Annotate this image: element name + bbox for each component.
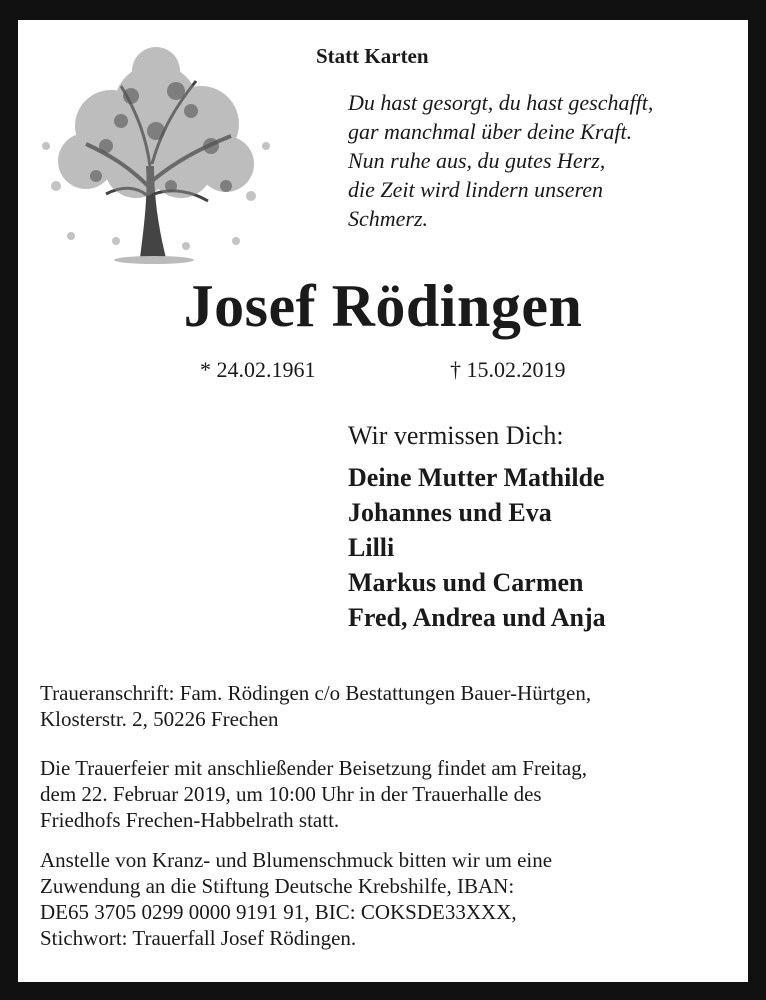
poem-line: Schmerz. xyxy=(348,206,429,231)
mourner-name: Lilli xyxy=(348,533,395,562)
donation-info xyxy=(40,847,740,951)
mourners-list xyxy=(348,460,606,635)
poem-line: Du hast gesorgt, du hast geschafft, xyxy=(348,90,654,115)
address-line: Klosterstr. 2, 50226 Frechen xyxy=(40,707,279,731)
donation-line: Stichwort: Trauerfall Josef Rödingen. xyxy=(40,926,357,950)
mourner-name: Johannes und Eva xyxy=(348,498,552,527)
mourners-heading: Wir vermissen Dich: xyxy=(348,421,564,450)
poem xyxy=(348,88,653,233)
birth-date: * 24.02.1961 xyxy=(200,357,316,382)
ceremony-line: Die Trauerfeier mit anschließender Beisetzung findet am Freitag, xyxy=(40,756,587,780)
mourner-name: Fred, Andrea und Anja xyxy=(348,603,606,632)
donation-line: Zuwendung an die Stiftung Deutsche Krebshilfe, IBAN: xyxy=(40,874,515,898)
deceased-name: Josef Rödingen xyxy=(183,273,583,339)
ceremony-info xyxy=(40,755,740,833)
mourner-name: Deine Mutter Mathilde xyxy=(348,463,605,492)
address-line: Traueranschrift: Fam. Rödingen c/o Bestattungen Bauer-Hürtgen, xyxy=(40,681,592,705)
donation-line: Anstelle von Kranz- und Blumenschmuck bitten wir um eine xyxy=(40,848,553,872)
ceremony-line: dem 22. Februar 2019, um 10:00 Uhr in der Trauerhalle des xyxy=(40,782,542,806)
poem-line: gar manchmal über deine Kraft. xyxy=(348,119,633,144)
poem-line: die Zeit wird lindern unseren xyxy=(348,177,604,202)
mourner-name: Markus und Carmen xyxy=(348,568,584,597)
tree-icon xyxy=(36,36,276,266)
ceremony-line: Friedhofs Frechen-Habbelrath statt. xyxy=(40,808,340,832)
header-label: Statt Karten xyxy=(316,44,429,68)
mourning-address xyxy=(40,680,740,732)
poem-line: Nun ruhe aus, du gutes Herz, xyxy=(348,148,606,173)
donation-line: DE65 3705 0299 0000 9191 91, BIC: COKSDE33XXX, xyxy=(40,900,517,924)
death-date: † 15.02.2019 xyxy=(450,357,566,382)
